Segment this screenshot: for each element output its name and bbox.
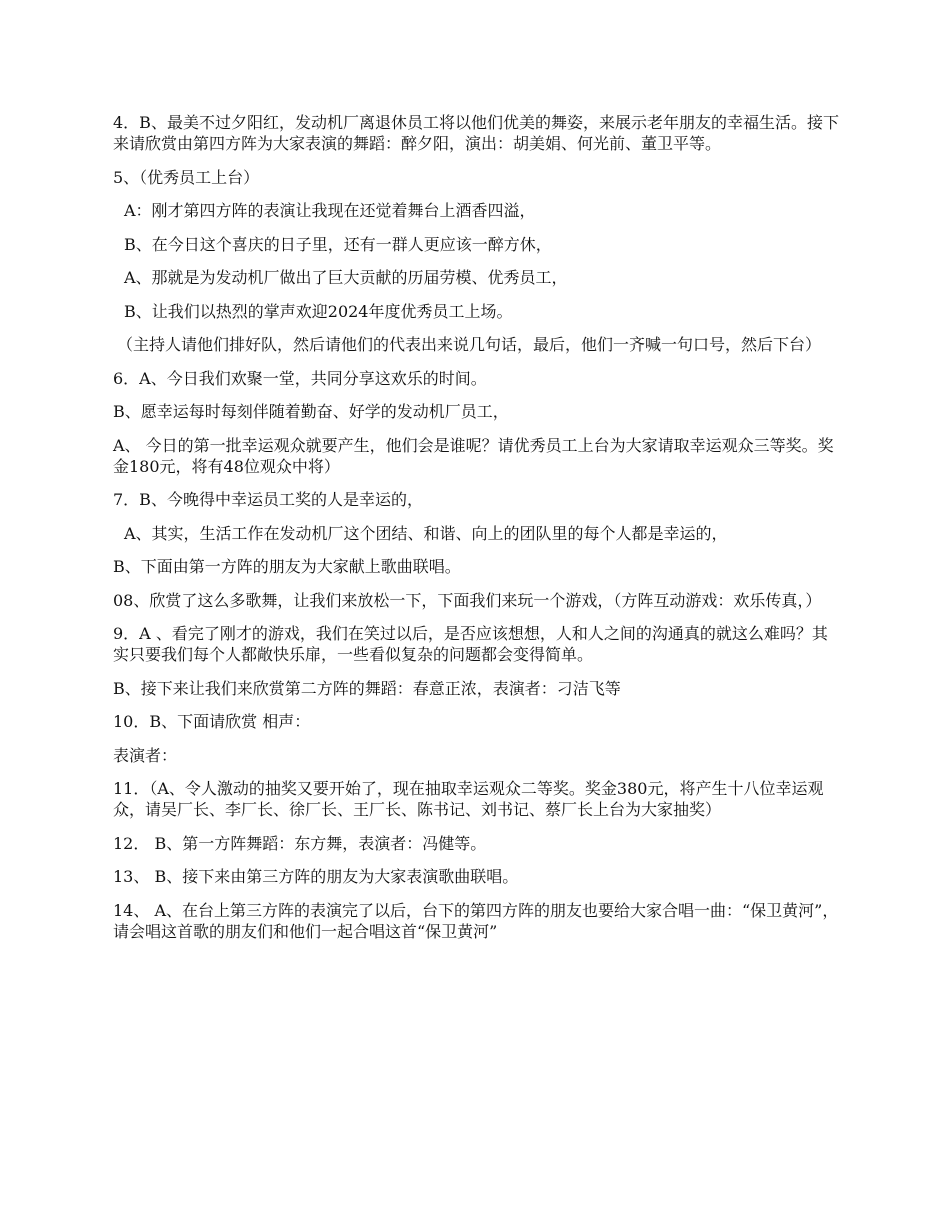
- paragraph-5: 5、（优秀员工上台）: [113, 167, 260, 187]
- paragraph-11: 11．（A、令人激动的抽奖又要开始了，现在抽取幸运观众二等奖。奖金380元，将产生十八位幸运观众，请吴厂长、李厂长、徐厂长、王厂长、陈书记、刘书记、蔡厂长上台为大家抽奖）: [113, 779, 824, 819]
- paragraph-stage-note: （主持人请他们排好队，然后请他们的代表出来说几句话，最后，他们一齐喊一句口号，然后下台）: [117, 335, 822, 354]
- document-body: [113, 112, 841, 954]
- paragraph-13: 13、 B、接下来由第三方阵的朋友为大家表演歌曲联唱。: [113, 867, 519, 886]
- paragraph-14: 14、 A、在台上第三方阵的表演完了以后，台下的第四方阵的朋友也要给大家合唱一曲：“保卫黄河”，请会唱这首歌的朋友们和他们一起合唱这首“保卫黄河”: [113, 900, 839, 941]
- paragraph-10: 10．B、下面请欣赏 相声：: [113, 712, 311, 731]
- paragraph-5b: B、在今日这个喜庆的日子里，还有一群人更应该一醉方休，: [124, 234, 552, 254]
- paragraph-7: 7．B、今晚得中幸运员工奖的人是幸运的，: [113, 490, 423, 509]
- paragraph-9: 9．A 、看完了刚才的游戏，我们在笑过以后，是否应该想想，人和人之间的沟通真的就这么难吗？其实只要我们每个人都敞快乐扉，一些看似复杂的问题都会变得简单。: [113, 624, 828, 664]
- paragraph-5c: A、那就是为发动机厂做出了巨大贡献的历届劳模、优秀员工，: [124, 268, 568, 287]
- paragraph-12: 12． B、第一方阵舞蹈：东方舞，表演者：冯健等。: [113, 833, 487, 853]
- paragraph-9b: B、接下来让我们来欣赏第二方阵的舞蹈：春意正浓，表演者：刁洁飞等: [113, 678, 621, 698]
- paragraph-6c: A、 今日的第一批幸运观众就要产生，他们会是谁呢？请优秀员工上台为大家请取幸运观众三等奖。奖金180元，将有48位观众中将）: [113, 435, 834, 476]
- paragraph-10b: 表演者：: [113, 745, 178, 765]
- paragraph-6b: B、愿幸运每时每刻伴随着勤奋、好学的发动机厂员工，: [113, 402, 509, 421]
- paragraph-5d: B、让我们以热烈的掌声欢迎2024年度优秀员工上场。: [124, 301, 513, 321]
- paragraph-4: 4．B、最美不过夕阳红，发动机厂离退休员工将以他们优美的舞姿，来展示老年朋友的幸福生活。接下来请欣赏由第四方阵为大家表演的舞蹈：醉夕阳，演出：胡美娟、何光前、董卫平等。: [113, 113, 839, 153]
- paragraph-7b: A、其实，生活工作在发动机厂这个团结、和谐、向上的团队里的每个人都是幸运的，: [124, 523, 728, 543]
- paragraph-7c: B、下面由第一方阵的朋友为大家献上歌曲联唱。: [113, 557, 461, 576]
- paragraph-8: 08、欣赏了这么多歌舞，让我们来放松一下，下面我们来玩一个游戏，（方阵互动游戏：欢乐传真，）: [113, 590, 822, 610]
- paragraph-5a: A：刚才第四方阵的表演让我现在还觉着舞台上酒香四溢，: [124, 201, 536, 220]
- paragraph-6: 6．A、今日我们欢聚一堂，共同分享这欢乐的时间。: [113, 368, 487, 388]
